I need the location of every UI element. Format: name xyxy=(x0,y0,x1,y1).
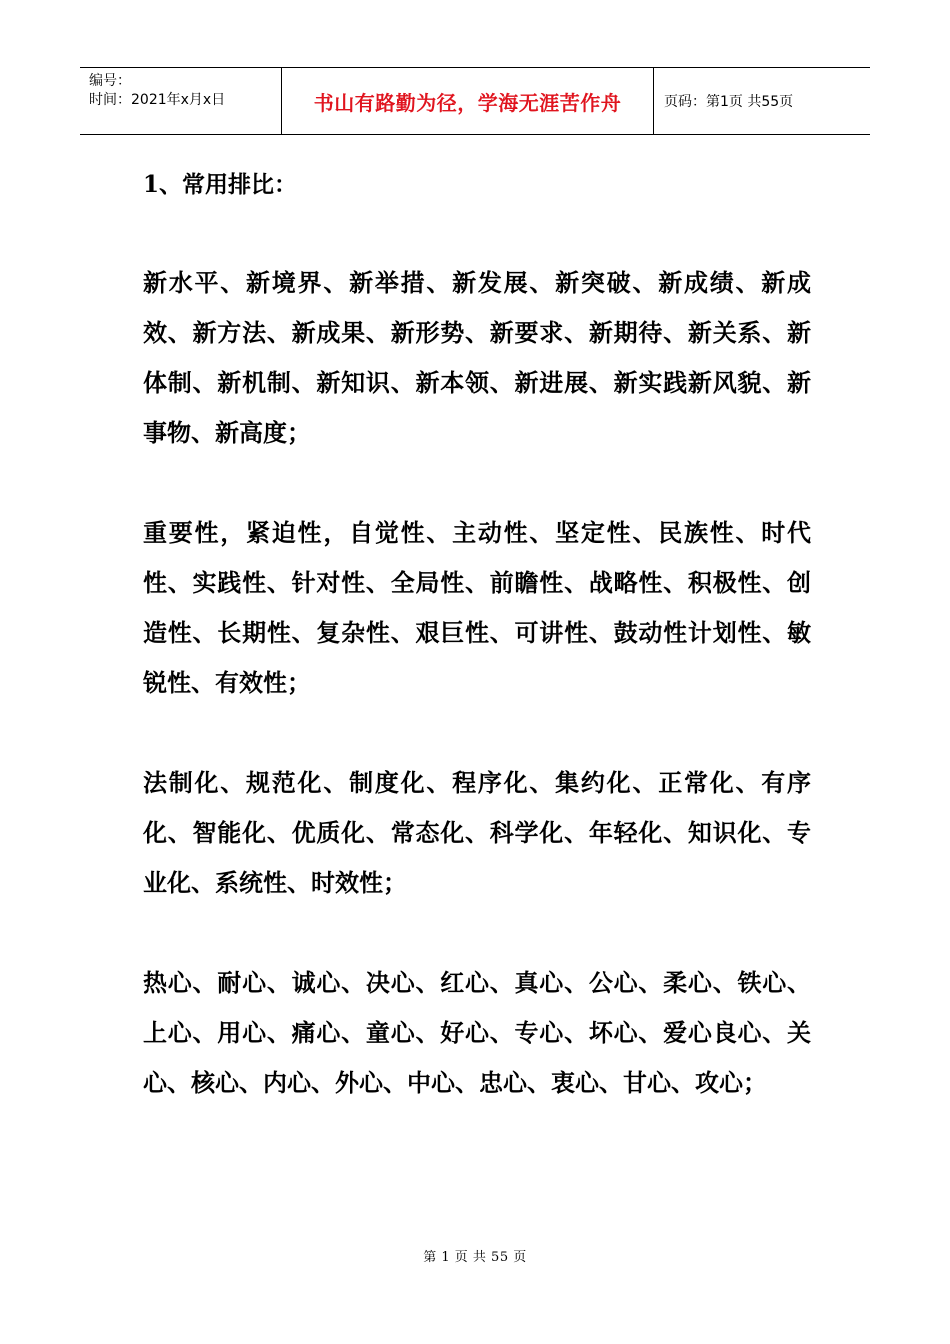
document-body xyxy=(143,160,811,1108)
header-page-cell xyxy=(654,68,870,134)
paragraph-properties: 重要性，紧迫性，自觉性、主动性、坚定性、民族性、时代性、实践性、针对性、全局性、前瞻性、战略性、积极性、创造性、长期性、复杂性、艰巨性、可讲性、鼓动性计划性、敏锐性、有效性； xyxy=(143,518,811,697)
header-motto: 书山有路勤为径，学海无涯苦作舟 xyxy=(313,90,622,115)
header-motto-cell xyxy=(282,68,654,134)
paragraph-heart-words: 热心、耐心、诚心、决心、红心、真心、公心、柔心、铁心、上心、用心、痛心、童心、好心、专心、坏心、爱心良心、关心、核心、内心、外心、中心、忠心、衷心、甘心、攻心； xyxy=(143,968,811,1097)
page-header xyxy=(80,67,870,135)
header-page-number: 页码：第1页 共55页 xyxy=(664,94,794,110)
document-number-label: 编号： xyxy=(89,73,131,89)
section-heading: 1、常用排比： xyxy=(143,171,298,198)
page-footer: 第 1 页 共 55 页 xyxy=(423,1250,527,1265)
paragraph-new-items: 新水平、新境界、新举措、新发展、新突破、新成绩、新成效、新方法、新成果、新形势、新要求、新期待、新关系、新体制、新机制、新知识、新本领、新进展、新实践新风貌、新事物、新高度； xyxy=(143,268,811,447)
document-time-label: 时间：2021年x月x日 xyxy=(89,92,226,108)
header-meta-cell xyxy=(80,68,282,134)
paragraph-standardization: 法制化、规范化、制度化、程序化、集约化、正常化、有序化、智能化、优质化、常态化、科学化、年轻化、知识化、专业化、系统性、时效性； xyxy=(143,768,811,897)
